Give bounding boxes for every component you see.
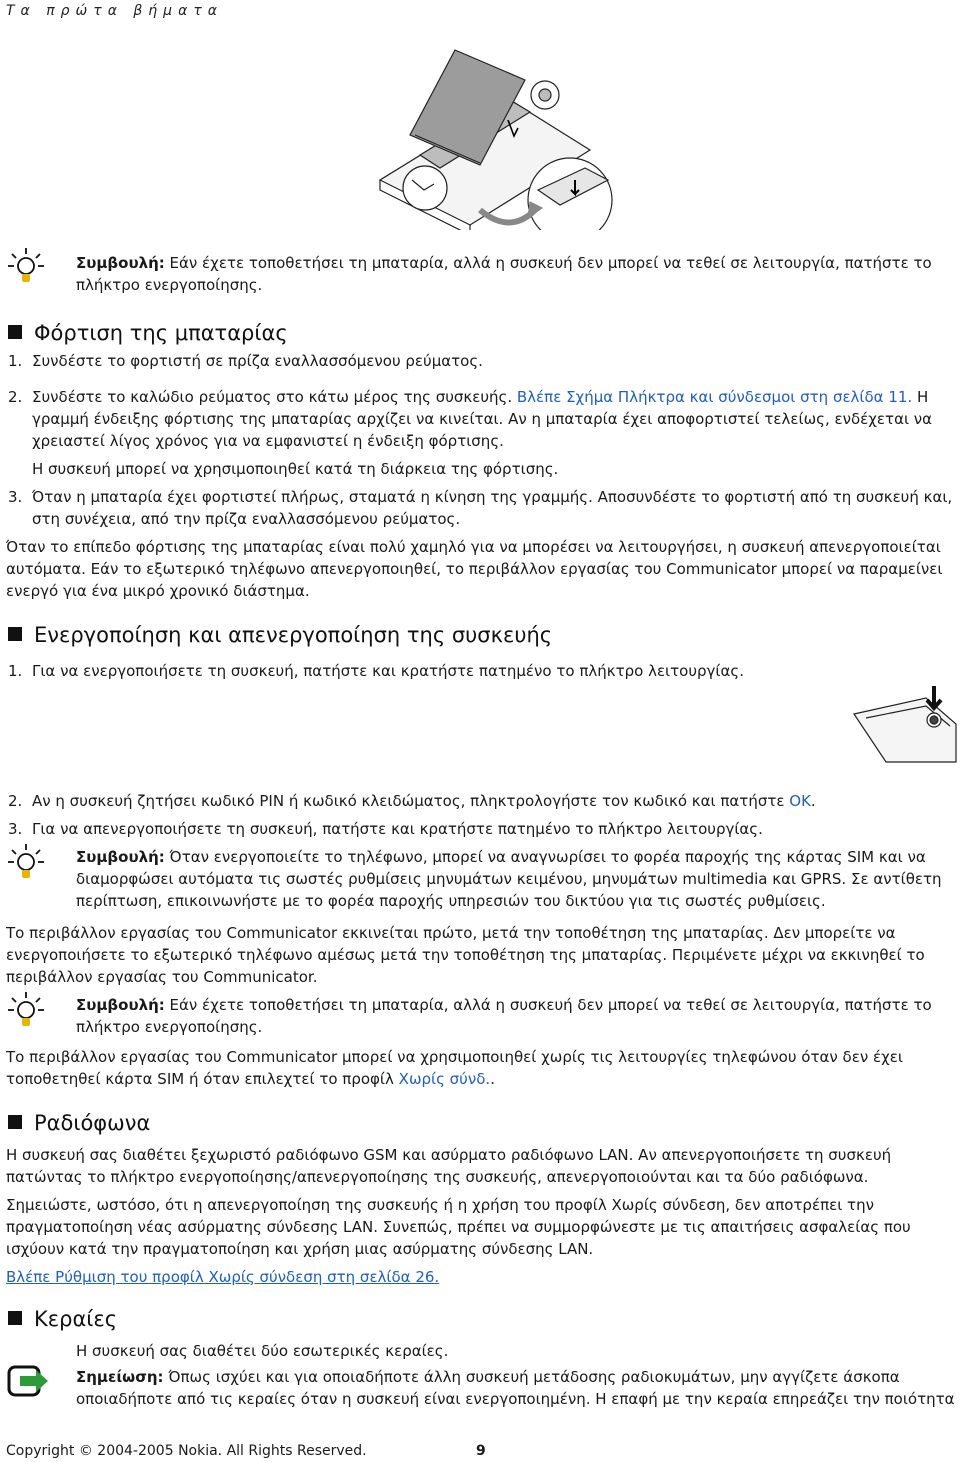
tip-text: Εάν έχετε τοποθετήσει τη μπαταρία, αλλά η συσκευή δεν μπορεί να τεθεί σε λειτουργία, πατήστε το bbox=[169, 254, 932, 272]
tip-paragraph bbox=[76, 846, 926, 868]
section-heading-charging bbox=[8, 320, 288, 346]
step-text-tail: Η bbox=[916, 388, 929, 406]
tip-label: Συμβουλή: bbox=[76, 848, 165, 866]
power-para1-line2: ενεργοποιήσετε το εξωτερικό τηλέφωνο αμέσως μετά την τοποθέτηση της μπαταρίας. Περιμένετε μέχρι να εκκινηθεί το bbox=[6, 946, 925, 964]
step-text: Συνδέστε το καλώδιο ρεύματος στο κάτω μέρος της συσκευής. bbox=[32, 388, 513, 406]
step-text: Συνδέστε το φορτιστή σε πρίζα εναλλασσόμενου ρεύματος. bbox=[32, 352, 483, 370]
para-text: τοποθετηθεί κάρτα SIM ή όταν επιλεχτεί το προφίλ bbox=[6, 1070, 394, 1088]
power-step-2 bbox=[8, 790, 816, 812]
section-heading-radios bbox=[8, 1110, 150, 1136]
heading-text: Φόρτιση της μπαταρίας bbox=[34, 321, 288, 345]
profile-link[interactable]: Χωρίς σύνδ. bbox=[398, 1070, 491, 1088]
tip-paragraph bbox=[76, 994, 932, 1016]
tip-text-line3: περίπτωση, επικοινωνήστε με το φορέα παροχής υπηρεσιών του δικτύου για τις σωστές ρυθμίσεις. bbox=[76, 892, 826, 910]
charging-para-line3: ενεργό για ένα μικρό χρονικό διάστημα. bbox=[6, 582, 310, 600]
step-text-end: . bbox=[810, 792, 816, 810]
footer-copyright: Copyright © 2004-2005 Nokia. All Rights Reserved. bbox=[6, 1443, 367, 1459]
note-label: Σημείωση: bbox=[76, 1368, 164, 1386]
step-text: Όταν η μπαταρία έχει φορτιστεί πλήρως, σταματά η κίνηση της γραμμής. Αποσυνδέστε το φορτιστή από τη συσκευή και, bbox=[32, 488, 953, 506]
radios-profile-link[interactable]: Βλέπε Ρύθμιση του προφίλ Χωρίς σύνδεση στη σελίδα 26. bbox=[6, 1268, 440, 1286]
power-para1-line1: Το περιβάλλον εργασίας του Communicator εκκινείται πρώτο, μετά την τοποθέτηση της μπαταρίας. Δεν μπορείτε να bbox=[6, 924, 896, 942]
step-text: Για να ενεργοποιήσετε τη συσκευή, πατήστε και κρατήστε πατημένο το πλήκτρο λειτουργίας. bbox=[32, 662, 744, 680]
tip-label: Συμβουλή: bbox=[76, 254, 165, 272]
tip-text: Εάν έχετε τοποθετήσει τη μπαταρία, αλλά η συσκευή δεν μπορεί να τεθεί σε λειτουργία, πατήστε το bbox=[169, 996, 932, 1014]
tip-text-line2: πλήκτρο ενεργοποίησης. bbox=[76, 1018, 263, 1036]
charging-step-3-line2: στη συνέχεια, από την πρίζα εναλλασσόμενου ρεύματος. bbox=[32, 510, 461, 528]
step-text: Αν η συσκευή ζητήσει κωδικό PIN ή κωδικό κλειδώματος, πληκτρολογήστε τον κωδικό και πατήστε bbox=[32, 792, 785, 810]
heading-text: Ενεργοποίηση και απενεργοποίηση της συσκευής bbox=[34, 623, 553, 647]
charging-step-1 bbox=[8, 350, 483, 372]
page-number: 9 bbox=[476, 1443, 486, 1459]
para-end: . bbox=[490, 1070, 495, 1088]
power-para2-line1: Το περιβάλλον εργασίας του Communicator μπορεί να χρησιμοποιηθεί χωρίς τις λειτουργίες τηλεφώνου όταν δεν έχει bbox=[6, 1048, 903, 1066]
step-number: 1. bbox=[8, 352, 23, 370]
heading-text: Κεραίες bbox=[34, 1307, 118, 1331]
step-text: Για να απενεργοποιήσετε τη συσκευή, πατήστε και κρατήστε πατημένο το πλήκτρο λειτουργίας. bbox=[32, 820, 763, 838]
step-number: 3. bbox=[8, 488, 23, 506]
section-heading-power bbox=[8, 622, 552, 648]
running-head: Τα πρώτα βήματα bbox=[6, 3, 223, 19]
antennas-p1: Η συσκευή σας διαθέτει δύο εσωτερικές κεραίες. bbox=[76, 1342, 449, 1360]
charging-para-line2: αυτόματα. Εάν το εξωτερικό τηλέφωνο απενεργοποιηθεί, το περιβάλλον εργασίας του Communicator μπορεί να παραμείνει bbox=[6, 560, 943, 578]
power-para2-line2 bbox=[6, 1068, 495, 1090]
charging-step-2-line3: χρειαστεί λίγος χρόνος για να εμφανιστεί η ένδειξη φόρτισης. bbox=[32, 432, 504, 450]
radios-p2-line2: πραγματοποίηση νέας ασύρματης σύνδεσης LAN. Συνεπώς, πρέπει να συμμορφώνεστε με τις απαιτήσεις ασφαλείας που bbox=[6, 1218, 911, 1236]
tip-paragraph bbox=[76, 252, 956, 274]
step-number: 2. bbox=[8, 388, 23, 406]
ok-softkey: OK bbox=[789, 792, 811, 810]
power-step-3 bbox=[8, 818, 763, 840]
lightbulb-tip-icon bbox=[6, 246, 46, 286]
note-text: Όπως ισχύει και για οποιαδήποτε άλλη συσκευή μετάδοσης ραδιοκυμάτων, μην αγγίζετε άσκοπα bbox=[168, 1368, 900, 1386]
step-number: 1. bbox=[8, 662, 23, 680]
tip-label: Συμβουλή: bbox=[76, 996, 165, 1014]
heading-square-icon bbox=[8, 627, 22, 641]
tip-text-line2: διαμορφώσει αυτόματα τις σωστές ρυθμίσεις μηνυμάτων κειμένου, μηνυμάτων multimedia και GPRS. Σε αντίθετη bbox=[76, 870, 942, 888]
section-heading-antennas bbox=[8, 1306, 117, 1332]
power-para1-line3: περιβάλλον εργασίας του Communicator. bbox=[6, 968, 318, 986]
heading-square-icon bbox=[8, 1311, 22, 1325]
step-number: 2. bbox=[8, 792, 23, 810]
charging-step-2-note: Η συσκευή μπορεί να χρησιμοποιηθεί κατά τη διάρκεια της φόρτισης. bbox=[32, 460, 559, 478]
radios-p2-line3: ισχύουν κατά την πραγματοποίηση και χρήση μιας ασύρματης σύνδεσης LAN. bbox=[6, 1240, 594, 1258]
radios-p2-line1: Σημειώστε, ωστόσο, ότι η απενεργοποίηση της συσκευής ή η χρήση του προφίλ Χωρίς σύνδεση, δεν αποτρέπει την bbox=[6, 1196, 874, 1214]
radios-p1-line2: πατώντας το πλήκτρο ενεργοποίησης/απενεργοποίησης της συσκευής, απενεργοποιούνται και τα δύο ραδιόφωνα. bbox=[6, 1168, 869, 1186]
charging-step-3 bbox=[8, 486, 952, 508]
heading-square-icon bbox=[8, 325, 22, 339]
charging-para-line1: Όταν το επίπεδο φόρτισης της μπαταρίας είναι πολύ χαμηλό για να μπορέσει να λειτουργήσει, η συσκευή απενεργοποιείται bbox=[6, 538, 941, 556]
note-text-line2: οποιαδήποτε από τις κεραίες όταν η συσκευή είναι ενεργοποιημένη. Η επαφή με την κεραία επηρεάζει την ποιότητα bbox=[76, 1390, 955, 1408]
figure-link[interactable]: Βλέπε Σχήμα Πλήκτρα και σύνδεσμοι στη σελίδα 11. bbox=[516, 388, 913, 406]
charging-step-2-line2: γραμμή ένδειξης φόρτισης της μπαταρίας αρχίζει να κινείται. Αν η μπαταρία έχει αποφορτιστεί τελείως, ενδέχεται να bbox=[32, 410, 933, 428]
heading-text: Ραδιόφωνα bbox=[34, 1111, 151, 1135]
battery-insertion-illustration bbox=[360, 40, 620, 230]
note-icon bbox=[6, 1364, 50, 1400]
radios-p1-line1: Η συσκευή σας διαθέτει ξεχωριστό ραδιόφωνο GSM και ασύρματο ραδιόφωνο LAN. Αν απενεργοποιήσετε τη συσκευή bbox=[6, 1146, 892, 1164]
lightbulb-tip-icon bbox=[6, 842, 46, 882]
heading-square-icon bbox=[8, 1115, 22, 1129]
note-paragraph bbox=[76, 1366, 900, 1388]
lightbulb-tip-icon bbox=[6, 990, 46, 1030]
power-key-illustration bbox=[846, 684, 958, 764]
tip-text: Όταν ενεργοποιείτε το τηλέφωνο, μπορεί να αναγνωρίσει το φορέα παροχής της κάρτας SIM και να bbox=[169, 848, 926, 866]
charging-step-2 bbox=[8, 386, 928, 408]
step-number: 3. bbox=[8, 820, 23, 838]
power-step-1 bbox=[8, 660, 744, 682]
tip-text-cont: πλήκτρο ενεργοποίησης. bbox=[76, 276, 263, 294]
